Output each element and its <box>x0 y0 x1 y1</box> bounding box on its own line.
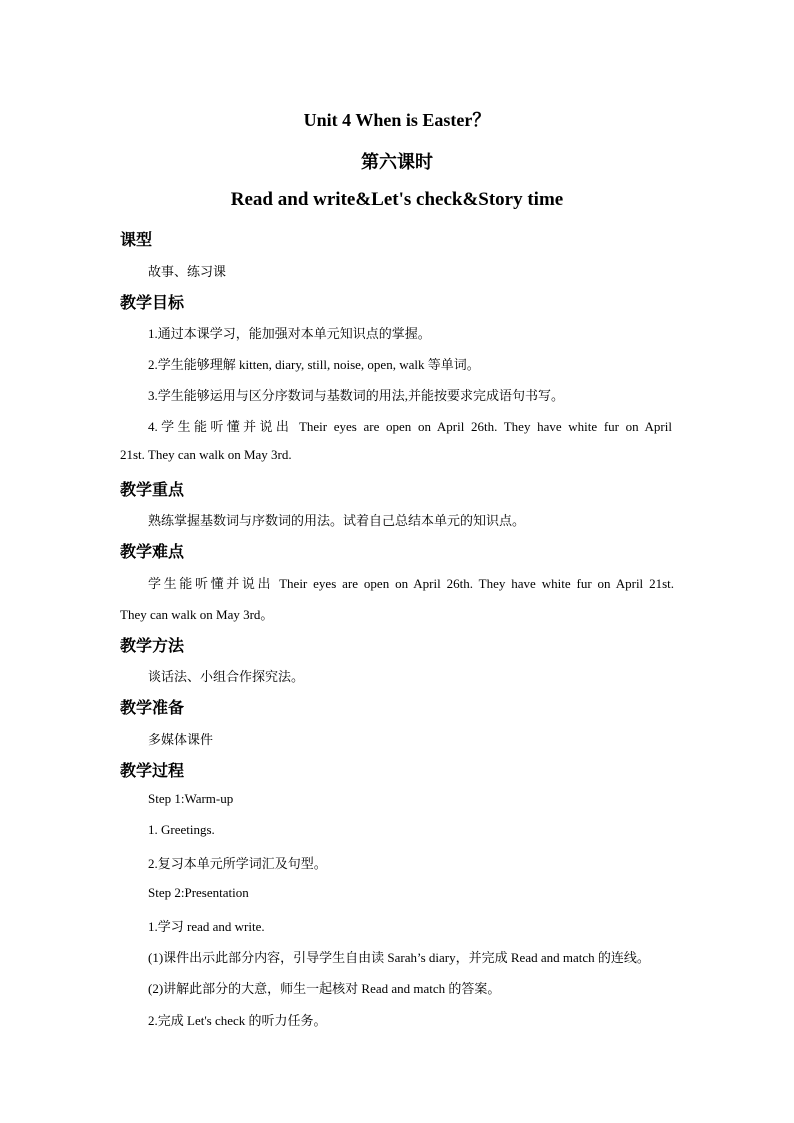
methods-content: 谈话法、小组合作探究法。 <box>148 669 305 684</box>
lesson-type-content: 故事、练习课 <box>148 264 227 279</box>
lesson-number: 第六课时 <box>361 152 433 172</box>
process-line: (1)课件出示此部分内容，引导学生自由读 Sarah’s diary，并完成 Read and match 的连线。 <box>148 950 650 965</box>
difficulties-heading: 教学难点 <box>120 542 185 561</box>
preparation-heading: 教学准备 <box>120 698 185 717</box>
process-line: Step 2:Presentation <box>148 885 249 900</box>
objective-item: 3.学生能够运用与区分序数词与基数词的用法,并能按要求完成语句书写。 <box>148 388 565 403</box>
unit-title: Unit 4 When is Easter？ <box>303 110 491 130</box>
objective-item: 2.学生能够理解 kitten, diary, still, noise, open, walk 等单词。 <box>148 357 480 372</box>
difficulties-line: They can walk on May 3rd。 <box>120 607 274 622</box>
objective-item: 4.学生能听懂并说出 Their eyes are open on April 26th. They have white fur on April <box>148 419 672 434</box>
objective-item: 1.通过本课学习，能加强对本单元知识点的掌握。 <box>148 326 431 341</box>
process-line: 2.完成 Let's check 的听力任务。 <box>148 1013 327 1028</box>
process-line: Step 1:Warm-up <box>148 791 234 806</box>
preparation-content: 多媒体课件 <box>148 732 214 747</box>
key-points-content: 熟练掌握基数词与序数词的用法。试着自己总结本单元的知识点。 <box>148 513 526 528</box>
methods-heading: 教学方法 <box>120 636 185 655</box>
process-line: 2.复习本单元所学词汇及句型。 <box>148 856 327 871</box>
process-line: 1.学习 read and write. <box>148 919 265 934</box>
process-line: (2)讲解此部分的大意，师生一起核对 Read and match 的答案。 <box>148 981 501 996</box>
process-line: 1. Greetings. <box>148 822 215 837</box>
process-heading: 教学过程 <box>120 761 185 780</box>
lesson-subtitle: Read and write&Let's check&Story time <box>230 189 564 210</box>
objective-item-continued: 21st. They can walk on May 3rd. <box>120 447 292 462</box>
lesson-type-heading: 课型 <box>120 230 153 249</box>
objectives-heading: 教学目标 <box>120 293 185 312</box>
difficulties-line: 学生能听懂并说出 Their eyes are open on April 26th. They have white fur on April 21st. <box>148 576 674 591</box>
key-points-heading: 教学重点 <box>120 480 185 499</box>
